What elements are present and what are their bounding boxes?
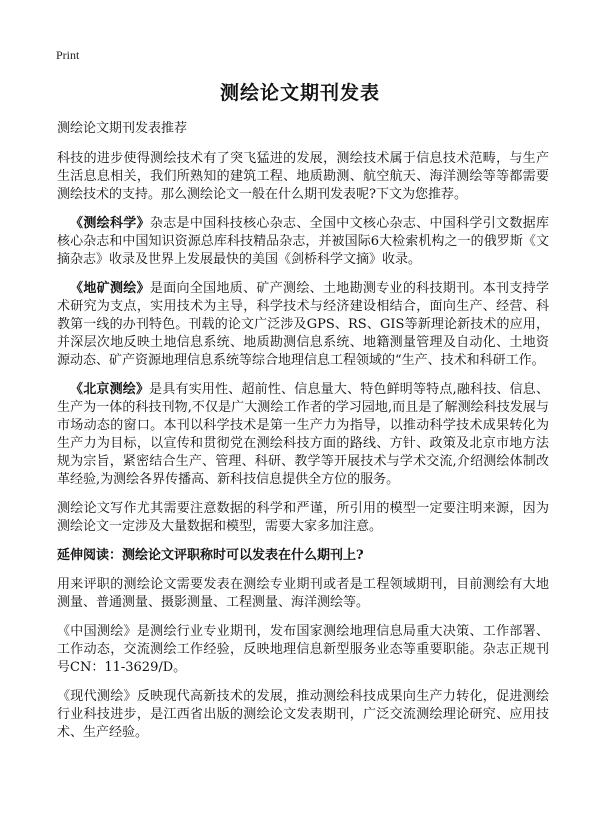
journal-description: 杂志是中国科技核心杂志、全国中文核心杂志、中国科学引文数据库核心杂志和中国知识资源总库科技精品杂志，并被国际6大检索机构之一的俄罗斯《文摘杂志》收录及世界上发展最快的美国《剑桥科学文摘》收录。 — [57, 216, 549, 267]
page-title: 测绘论文期刊发表 — [219, 82, 380, 104]
journal-description: 是面向全国地质、矿产测绘、土地勘测专业的科技期刊。本刊支持学术研究为支点，实用技术为主导，科学技术与经济建设相结合，面向生产、经营、科教第一线的办刊特色。刊载的论文广泛涉及GPS、RS、GIS等新理论新技术的应用，并深层次地反映土地信息系统、地质勘测信息系统、地籍测量管理及自动化、土地资源动态、矿产资源地理信息系统等综合地理信息工程领域的“生产、技术和科研工作。 — [57, 281, 549, 368]
article-subtitle: 测绘论文期刊发表推荐 — [57, 121, 188, 136]
journal-name: 《测绘科学》 — [70, 216, 150, 231]
article-body — [57, 120, 549, 753]
journal-name: 《地矿测绘》 — [70, 281, 150, 296]
extended-reading-heading: 延伸阅读：测绘论文评职称时可以发表在什么期刊上? — [57, 548, 364, 563]
journal-description: 是具有实用性、超前性、信息量大、特色鲜明等特点,融科技、信息、生产为一体的科技刊物,不仅是广大测绘工作者的学习园地,而且是了解测绘科技发展与市场动态的窗口。本刊以科学技术是第一生产力为指导，以推动科学技术成果转化为生产力为目标，以宣传和贯彻党在测绘科技方面的路线、方针、政策及北京市地方法规为宗旨，紧密结合生产、管理、科研、教学等开展技术与学术交流,介绍测绘体制改革经验,为测绘各界传播高、新科技信息提供全方位的服务。 — [57, 382, 549, 487]
extended-journal-paragraph: 《中国测绘》是测绘行业专业期刊，发布国家测绘地理信息局重大决策、工作部署、工作动态，交流测绘工作经验，反映地理信息新型服务业态等重要职能。杂志正规刊号CN：11-3629/D。 — [57, 624, 549, 675]
journal-name: 《北京测绘》 — [70, 382, 150, 397]
summary-paragraph: 测绘论文写作尤其需要注意数据的科学和严谨，所引用的模型一定要注明来源，因为测绘论文一定涉及大量数据和模型，需要大家多加注意。 — [57, 501, 549, 534]
journal-paragraph — [57, 215, 549, 269]
extended-journal-paragraph: 《现代测绘》反映现代高新技术的发展，推动测绘科技成果向生产力转化，促进测绘行业科技进步，是江西省出版的测绘论文发表期刊，广泛交流测绘理论研究、应用技术、生产经验。 — [57, 689, 549, 740]
journal-paragraph — [57, 381, 549, 489]
intro-paragraph: 科技的进步使得测绘技术有了突飞猛进的发展，测绘技术属于信息技术范畴，与生产生活息息相关，我们所熟知的建筑工程、地质勘测、航空航天、海洋测绘等等都需要测绘技术的支持。那么测绘论文一般在什么期刊发表呢?下文为您推荐。 — [57, 151, 549, 202]
journal-paragraph — [57, 280, 549, 370]
extended-intro-paragraph: 用来评职的测绘论文需要发表在测绘专业期刊或者是工程领域期刊，目前测绘有大地测量、普通测量、摄影测量、工程测量、海洋测绘等。 — [57, 577, 549, 610]
print-link[interactable]: Print — [56, 48, 80, 62]
